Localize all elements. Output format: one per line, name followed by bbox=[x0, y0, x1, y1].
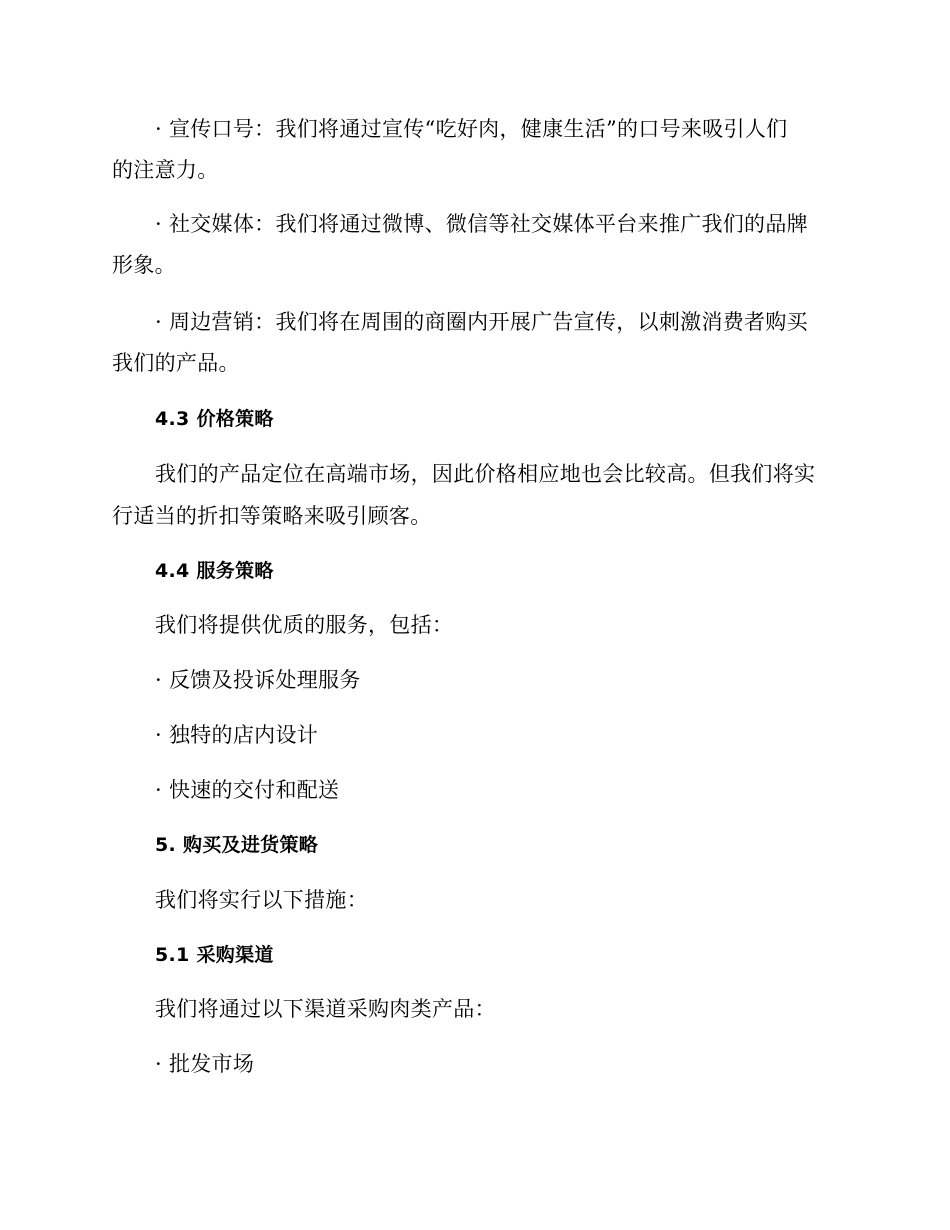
bullet-social-media-line1: · 社交媒体：我们将通过微博、微信等社交媒体平台来推广我们的品牌 bbox=[155, 212, 808, 236]
heading-4-3: 4.3 价格策略 bbox=[155, 408, 274, 430]
list-item: · 反馈及投诉处理服务 bbox=[155, 668, 361, 692]
heading-4-4: 4.4 服务策略 bbox=[155, 560, 274, 582]
paragraph-5-1-intro: 我们将通过以下渠道采购肉类产品： bbox=[155, 997, 496, 1021]
paragraph-4-3-line2: 行适当的折扣等策略来吸引顾客。 bbox=[112, 504, 432, 528]
list-item: · 批发市场 bbox=[155, 1052, 255, 1076]
list-item: · 独特的店内设计 bbox=[155, 723, 319, 747]
bullet-local-marketing-line2: 我们的产品。 bbox=[112, 351, 240, 375]
list-item: · 快速的交付和配送 bbox=[155, 778, 340, 802]
bullet-slogan-line1: · 宣传口号：我们将通过宣传“吃好肉，健康生活”的口号来吸引人们 bbox=[155, 117, 788, 141]
paragraph-4-3-line1: 我们的产品定位在高端市场，因此价格相应地也会比较高。但我们将实 bbox=[155, 462, 816, 486]
heading-5: 5. 购买及进货策略 bbox=[155, 834, 319, 856]
heading-5-1: 5.1 采购渠道 bbox=[155, 944, 274, 966]
paragraph-5-intro: 我们将实行以下措施： bbox=[155, 888, 368, 912]
bullet-slogan-line2: 的注意力。 bbox=[112, 158, 219, 182]
bullet-local-marketing-line1: · 周边营销：我们将在周围的商圈内开展广告宣传，以刺激消费者购买 bbox=[155, 310, 808, 334]
paragraph-4-4-intro: 我们将提供优质的服务，包括： bbox=[155, 613, 454, 637]
bullet-social-media-line2: 形象。 bbox=[112, 253, 176, 277]
